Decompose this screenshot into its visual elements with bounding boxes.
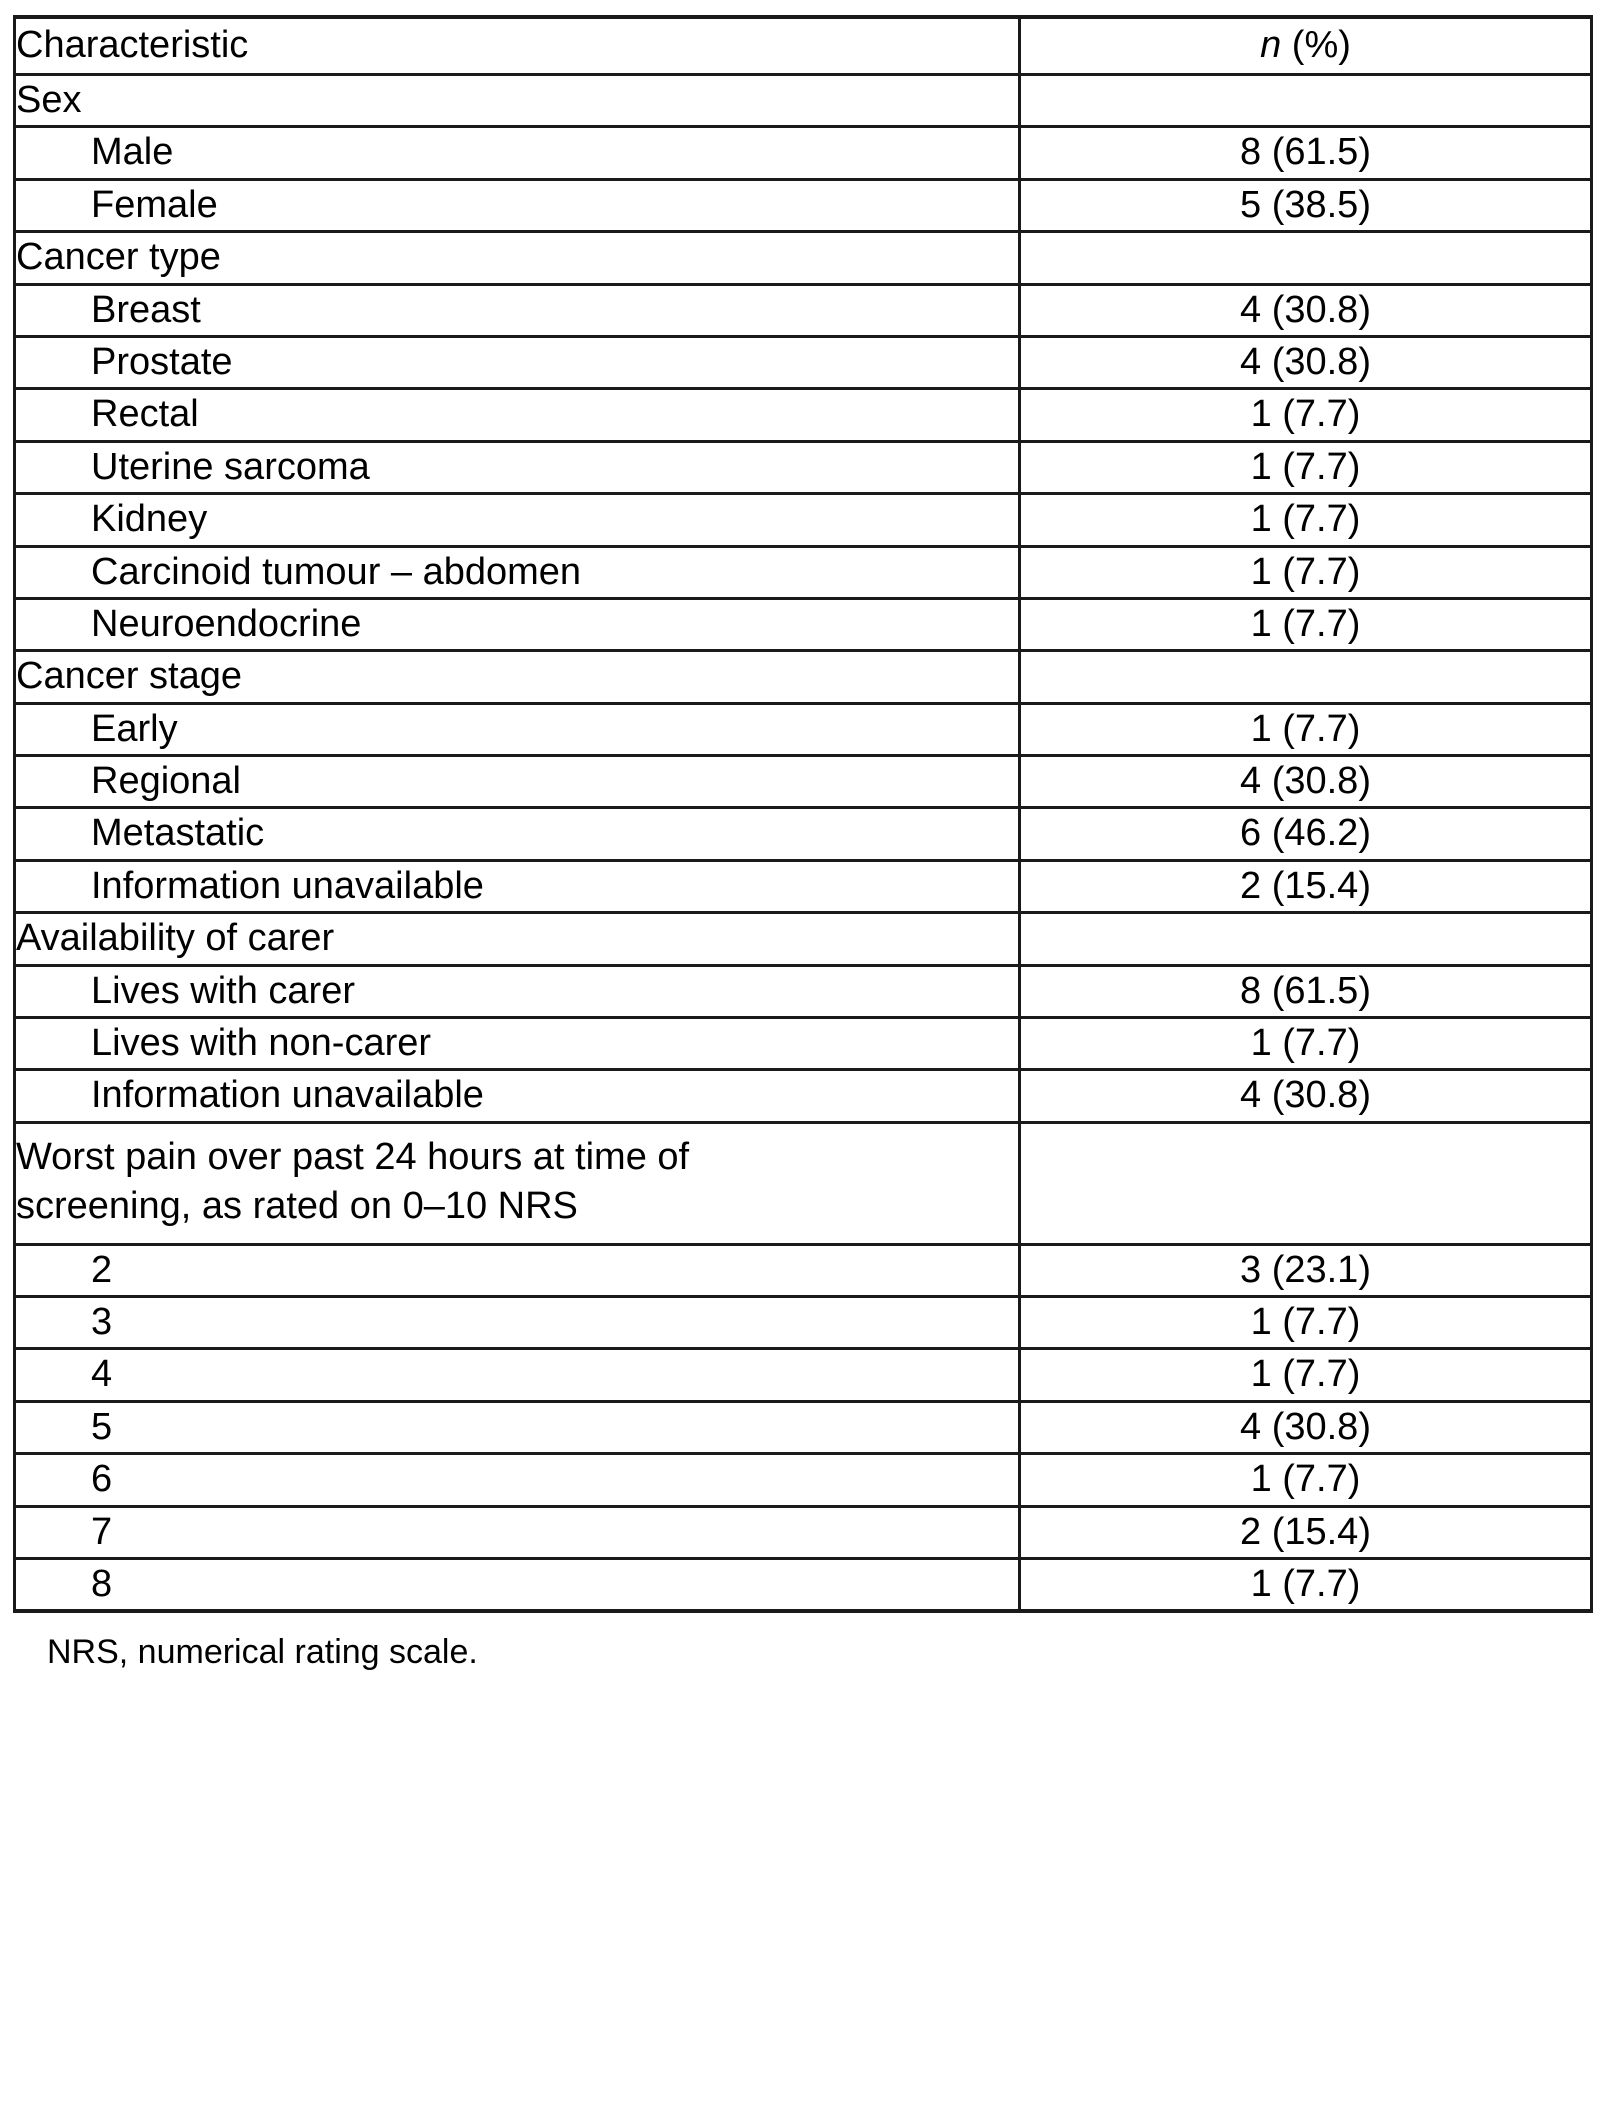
row-value: 1 (7.7) (1020, 703, 1592, 755)
table-row (15, 336, 1592, 388)
row-group-label: Cancer type (15, 232, 1020, 284)
table-row (15, 703, 1592, 755)
row-value: 4 (30.8) (1020, 1070, 1592, 1122)
row-value: 8 (61.5) (1020, 965, 1592, 1017)
row-value: 1 (7.7) (1250, 1562, 1361, 1605)
row-label: Lives with non-carer (15, 1018, 1020, 1070)
row-value: 1 (7.7) (1020, 1349, 1592, 1401)
column-header-n-italic: n (1260, 24, 1282, 67)
row-value: 3 (23.1) (1020, 1244, 1592, 1296)
table-header (15, 17, 1592, 75)
row-label: Metastatic (15, 808, 1020, 860)
table-row (15, 1454, 1592, 1506)
table-row (15, 1018, 1592, 1070)
row-label: 3 (15, 1296, 1020, 1348)
row-value: 4 (30.8) (1020, 1401, 1592, 1453)
table-row (15, 494, 1592, 546)
table-row (15, 965, 1592, 1017)
row-value: 1 (7.7) (1020, 1454, 1592, 1506)
row-value (1020, 75, 1592, 127)
table-row (15, 598, 1592, 650)
row-group-label: Cancer stage (15, 651, 1020, 703)
row-label: 2 (15, 1244, 1020, 1296)
row-value: 5 (38.5) (1020, 179, 1592, 231)
row-value: 1 (7.7) (1020, 441, 1592, 493)
row-value: 2 (15.4) (1020, 1506, 1592, 1558)
table-header-row (15, 17, 1592, 75)
row-group-label: Sex (15, 75, 1020, 127)
row-label: Carcinoid tumour – abdomen (15, 546, 1020, 598)
row-label: Kidney (15, 494, 1020, 546)
row-value (1020, 1122, 1592, 1244)
row-label: Prostate (15, 336, 1020, 388)
row-value (1020, 913, 1592, 965)
table-row (15, 651, 1592, 703)
table-row (15, 389, 1592, 441)
row-label: Uterine sarcoma (15, 441, 1020, 493)
row-label: Regional (15, 756, 1020, 808)
table-row (15, 546, 1592, 598)
row-value: 1 (7.7) (1020, 389, 1592, 441)
row-label: Breast (15, 284, 1020, 336)
row-value: 4 (30.8) (1020, 756, 1592, 808)
row-value (1020, 232, 1592, 284)
row-label: 5 (15, 1401, 1020, 1453)
row-value: 1 (7.7) (1020, 546, 1592, 598)
row-label: Neuroendocrine (15, 598, 1020, 650)
table-row (15, 913, 1592, 965)
table-body (15, 75, 1592, 1612)
table-row (15, 1506, 1592, 1558)
row-value: 4 (30.8) (1020, 284, 1592, 336)
row-value: 4 (30.8) (1020, 336, 1592, 388)
row-label: 4 (15, 1349, 1020, 1401)
table-row (15, 860, 1592, 912)
row-label: Rectal (15, 389, 1020, 441)
table-row (15, 1244, 1592, 1296)
row-label: Information unavailable (15, 1070, 1020, 1122)
row-label: Female (15, 179, 1020, 231)
table-row (15, 441, 1592, 493)
table-row (15, 1349, 1592, 1401)
table-row (15, 1401, 1592, 1453)
row-value: 1 (7.7) (1020, 1296, 1592, 1348)
row-value: 1 (7.7) (1020, 598, 1592, 650)
table-row (15, 127, 1592, 179)
row-value (1020, 651, 1592, 703)
table-row (15, 1296, 1592, 1348)
row-value: 8 (61.5) (1020, 127, 1592, 179)
row-label: Information unavailable (15, 860, 1020, 912)
row-label: Male (15, 127, 1020, 179)
table-row (15, 75, 1592, 127)
row-label: 8 (15, 1558, 1020, 1611)
participant-characteristics-table (13, 15, 1593, 1613)
table-row (15, 232, 1592, 284)
row-value: 2 (15.4) (1020, 860, 1592, 912)
row-value: 6 (46.2) (1020, 808, 1592, 860)
table-row (15, 756, 1592, 808)
table-row (15, 1122, 1592, 1244)
table-row (15, 808, 1592, 860)
table-row (15, 284, 1592, 336)
column-header-n-percent (1020, 17, 1592, 75)
column-header-percent-rest: (%) (1281, 24, 1351, 67)
row-label: 6 (15, 1454, 1020, 1506)
row-label: Early (15, 703, 1020, 755)
row-group-label: Worst pain over past 24 hours at time of screening, as rated on 0–10 NRS (15, 1122, 1020, 1244)
row-value: 1 (7.7) (1020, 494, 1592, 546)
column-header-characteristic: Characteristic (15, 17, 1020, 75)
table-row (15, 1070, 1592, 1122)
table-row (15, 179, 1592, 231)
row-value: 1 (7.7) (1020, 1018, 1592, 1070)
table-row (15, 1558, 1592, 1611)
table-footnote: NRS, numerical rating scale. (47, 1633, 478, 1672)
row-group-label: Availability of carer (15, 913, 1020, 965)
row-label: Lives with carer (15, 965, 1020, 1017)
row-label: 7 (15, 1506, 1020, 1558)
